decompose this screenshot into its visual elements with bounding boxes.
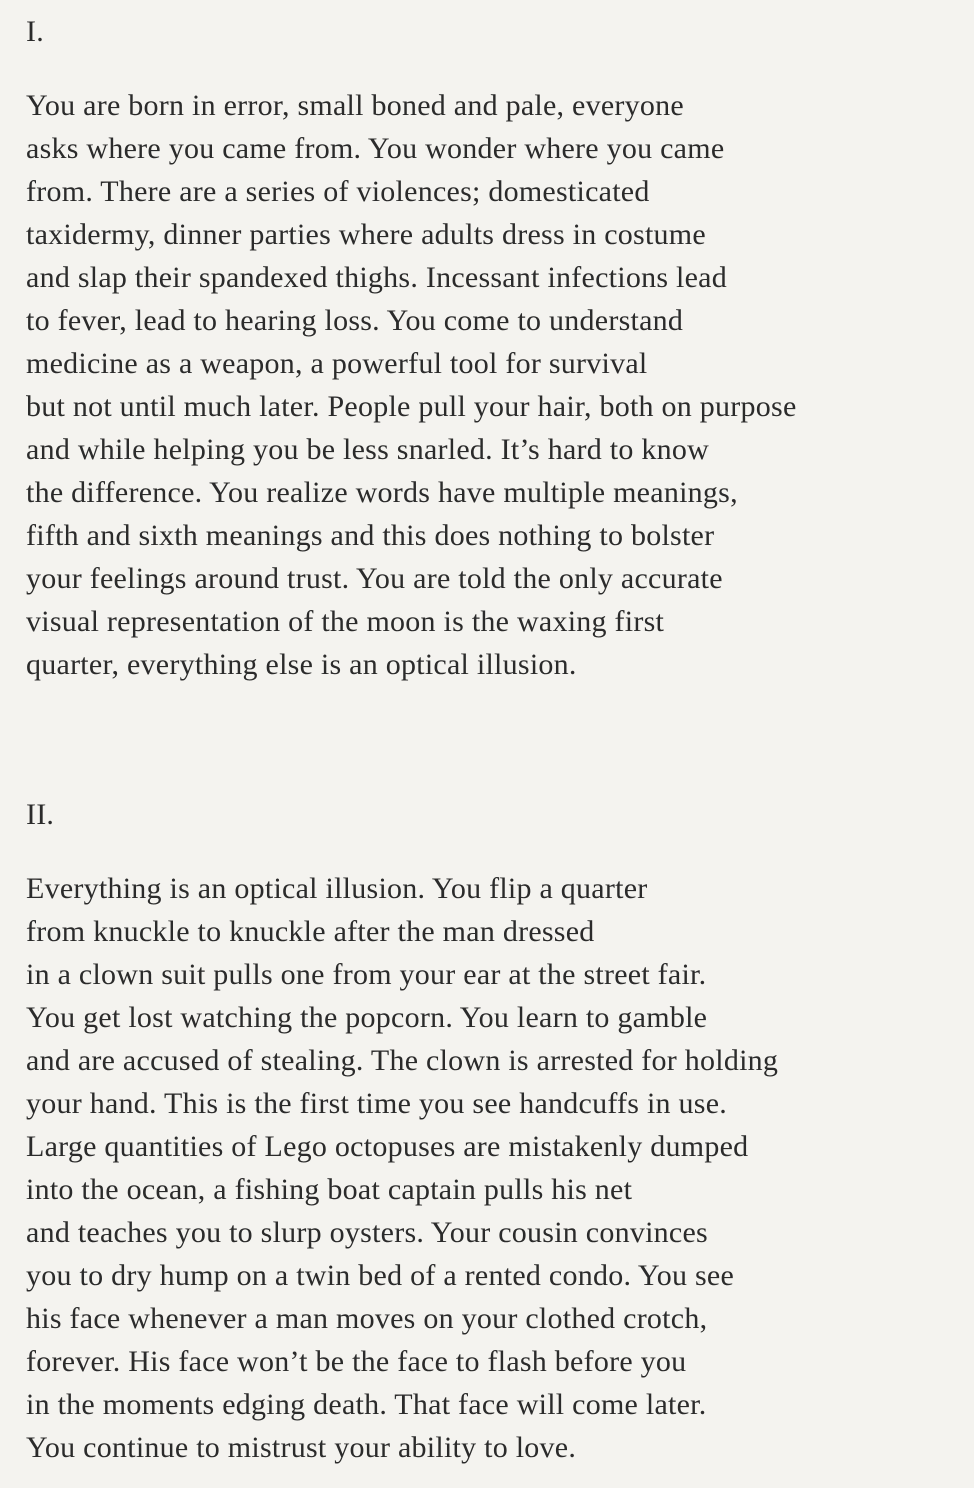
poem-line: you to dry hump on a twin bed of a rented condo. You see (26, 1259, 735, 1292)
poem-line: taxidermy, dinner parties where adults dress in costume (26, 218, 706, 251)
poem-line: and while helping you be less snarled. It’s hard to know (26, 433, 710, 466)
poem-line: You continue to mistrust your ability to love. (26, 1431, 577, 1464)
poem-line: but not until much later. People pull your hair, both on purpose (26, 390, 797, 423)
poem-line: medicine as a weapon, a powerful tool for survival (26, 347, 648, 380)
poem-line: into the ocean, a fishing boat captain pulls his net (26, 1173, 633, 1206)
poem-line: to fever, lead to hearing loss. You come to understand (26, 304, 684, 337)
poem-line: asks where you came from. You wonder where you came (26, 132, 725, 165)
poem-line: and are accused of stealing. The clown is arrested for holding (26, 1044, 779, 1077)
poem-line: your hand. This is the first time you see handcuffs in use. (26, 1087, 728, 1120)
poem-line: You are born in error, small boned and pale, everyone (26, 89, 684, 122)
poem-line: and slap their spandexed thighs. Incessant infections lead (26, 261, 727, 294)
poem-line: forever. His face won’t be the face to flash before you (26, 1345, 687, 1378)
section-number: II. (26, 798, 55, 831)
section-number: I. (26, 15, 44, 48)
poem-line: your feelings around trust. You are told the only accurate (26, 562, 723, 595)
poem-line: in a clown suit pulls one from your ear at the street fair. (26, 958, 707, 991)
poem-line: visual representation of the moon is the waxing first (26, 605, 665, 638)
poem-line: from. There are a series of violences; domesticated (26, 175, 650, 208)
stanza-1 (26, 84, 797, 686)
poem-line: in the moments edging death. That face will come later. (26, 1388, 707, 1421)
stanza-2 (26, 867, 778, 1469)
poem-line: the difference. You realize words have multiple meanings, (26, 476, 738, 509)
poem-line: fifth and sixth meanings and this does nothing to bolster (26, 519, 715, 552)
poem-line: from knuckle to knuckle after the man dressed (26, 915, 595, 948)
poem-line: his face whenever a man moves on your clothed crotch, (26, 1302, 708, 1335)
poem-line: Everything is an optical illusion. You flip a quarter (26, 872, 648, 905)
poem-line: quarter, everything else is an optical illusion. (26, 648, 577, 681)
poem-line: and teaches you to slurp oysters. Your cousin convinces (26, 1216, 708, 1249)
poem-line: Large quantities of Lego octopuses are mistakenly dumped (26, 1130, 749, 1163)
poem-line: You get lost watching the popcorn. You learn to gamble (26, 1001, 708, 1034)
